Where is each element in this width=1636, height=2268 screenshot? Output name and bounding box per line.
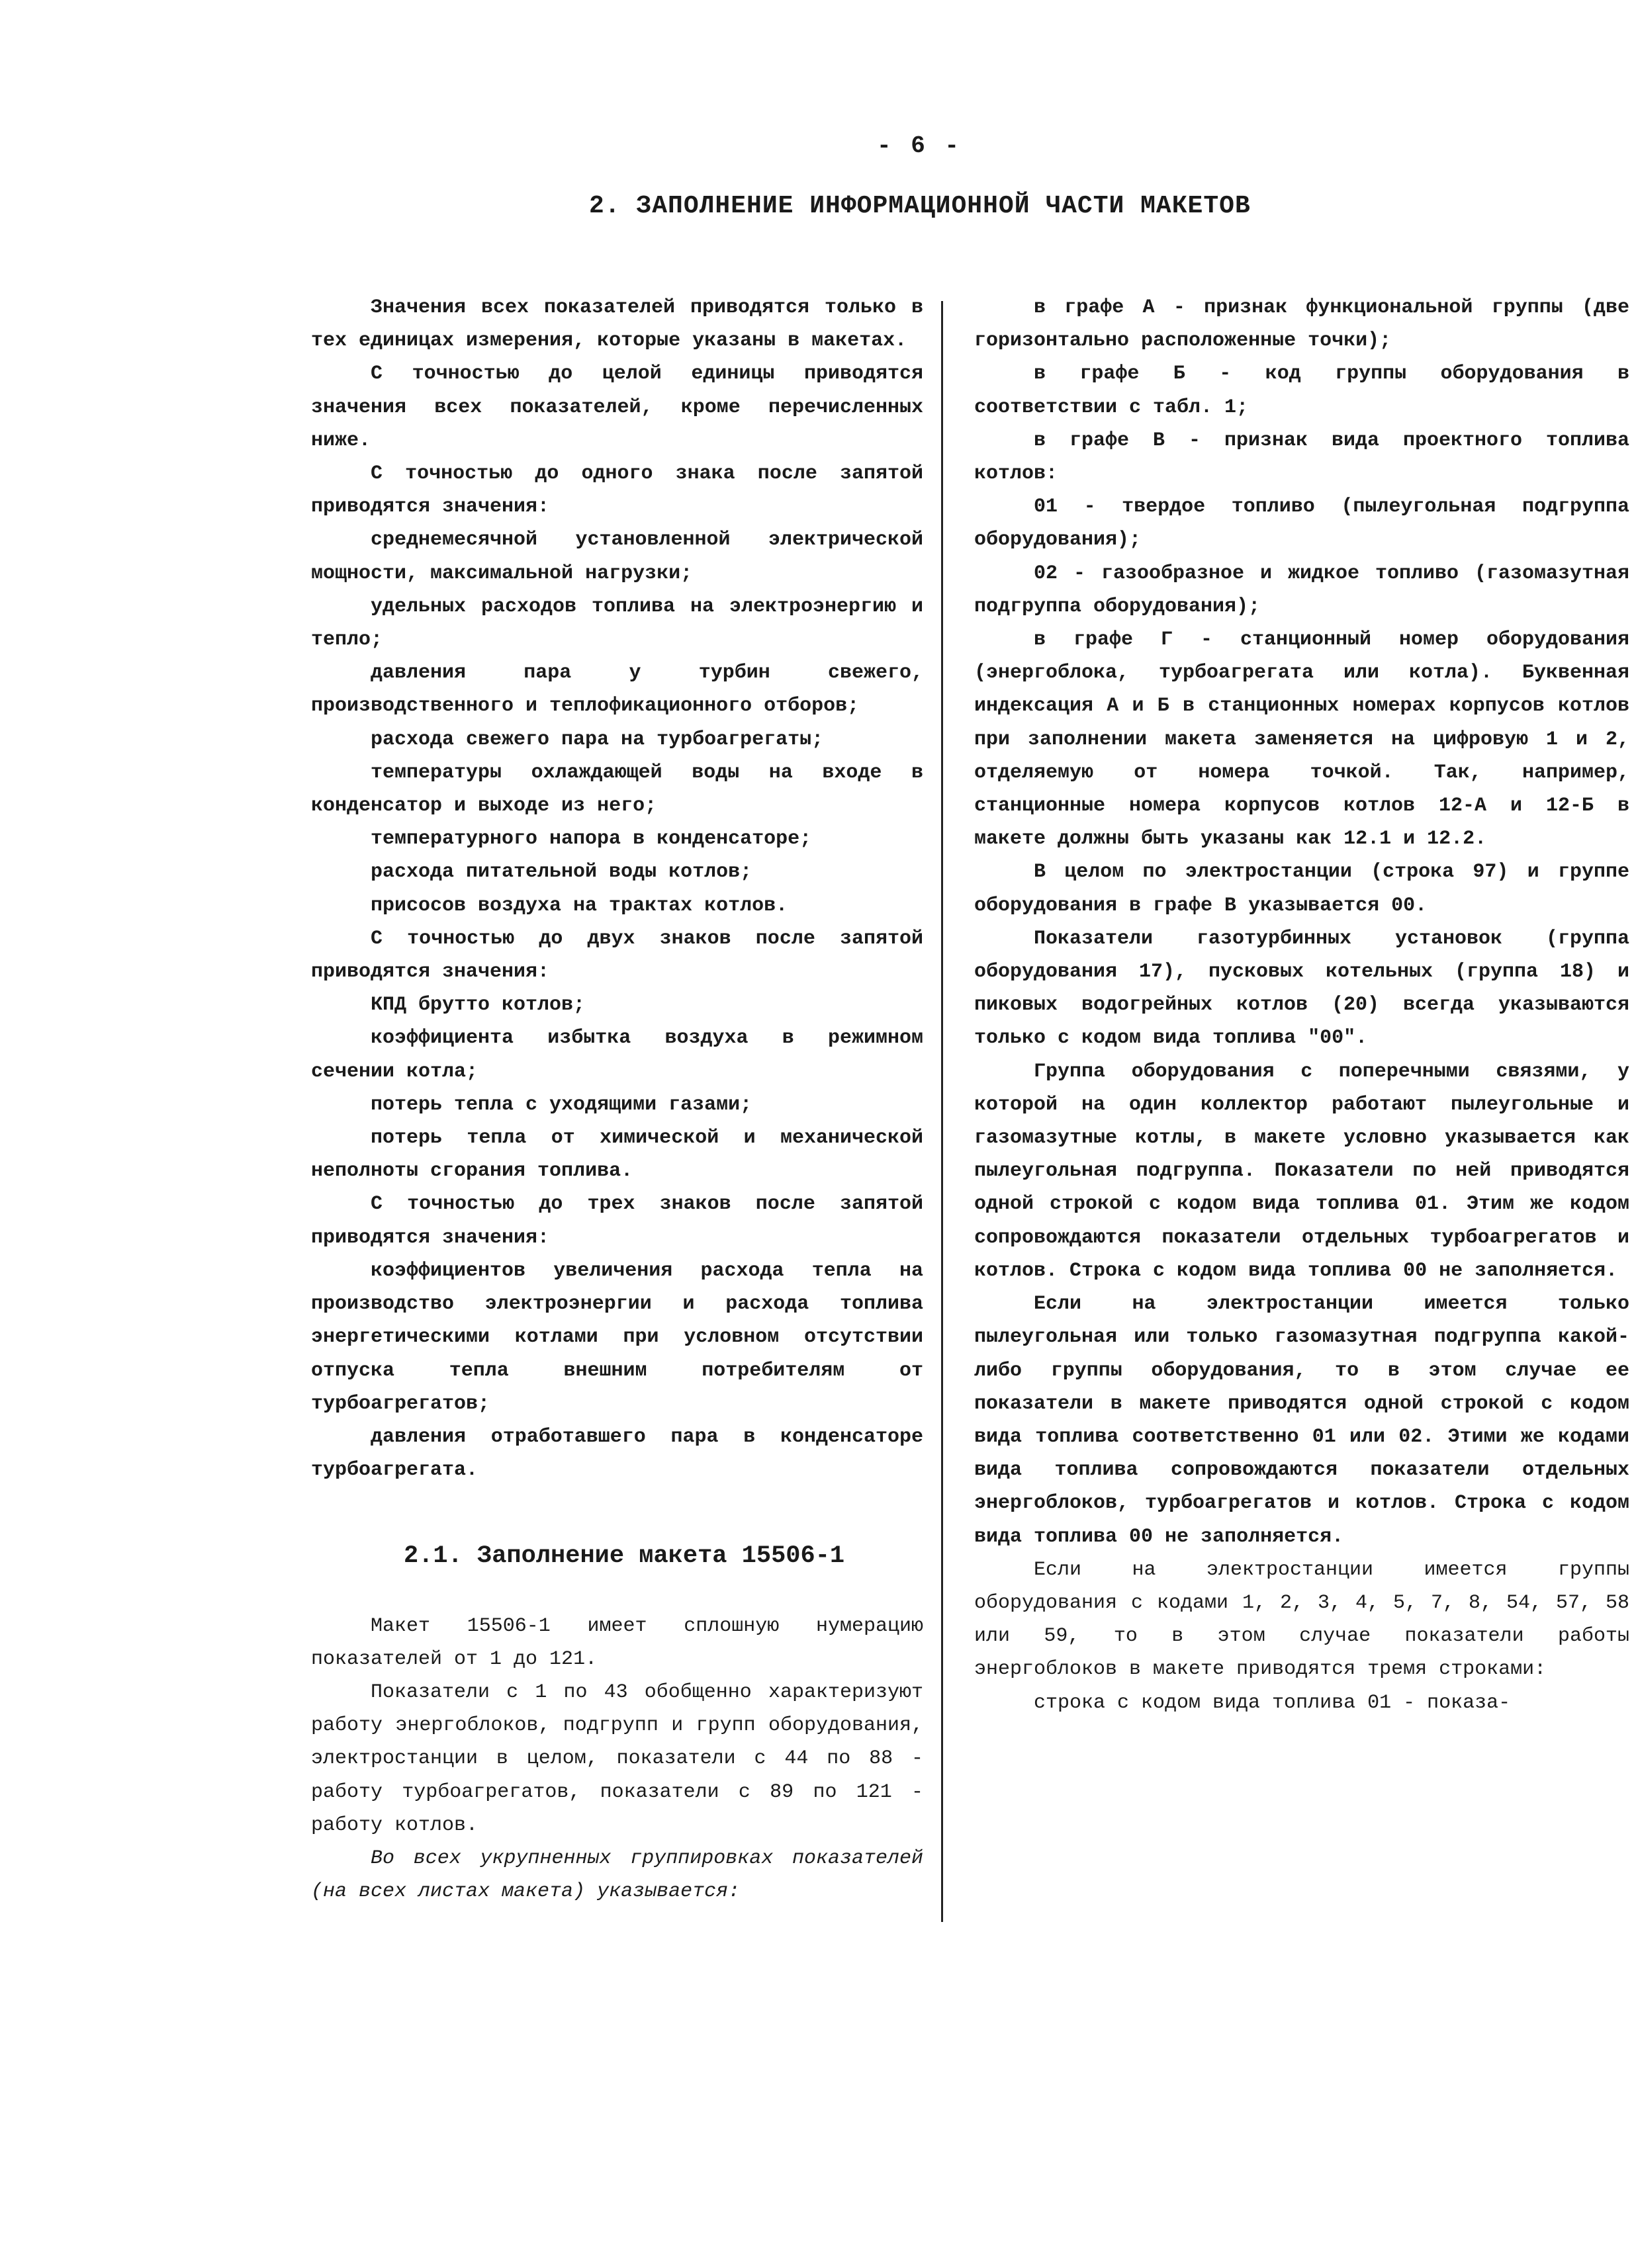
- left-paragraph: удельных расходов топлива на электроэнергию и тепло;: [311, 595, 923, 652]
- left-paragraph: коэффициента избытка воздуха в режимном сечении котла;: [311, 1027, 923, 1083]
- left-paragraph: С точностью до двух знаков после запятой приводятся значения:: [311, 927, 923, 984]
- left-paragraph: потерь тепла с уходящими газами;: [371, 1093, 752, 1116]
- right-paragraph: строка с кодом вида топлива 01 - показа-: [1034, 1691, 1511, 1714]
- right-paragraph: В целом по электростанции (строка 97) и группе оборудования в графе В указывается 00.: [974, 861, 1629, 917]
- left-paragraph: давления отработавшего пара в конденсаторе турбоагрегата.: [311, 1425, 923, 1482]
- right-paragraph: Показатели газотурбинных установок (группа оборудования 17), пусковых котельных (группа 18) и пиковых водогрейных котлов (20) всегда указываются только с кодом вида топлива "00".: [974, 927, 1629, 1050]
- left-paragraph: давления пара у турбин свежего, производственного и теплофикационного отборов;: [311, 662, 923, 718]
- subsection-paragraph: Показатели с 1 по 43 обобщенно характеризуют работу энергоблоков, подгрупп и групп оборудования, электростанции в целом, показатели с 44 по 88 - работу турбоагрегатов, показатели с 89 по 121 - работу котлов.: [311, 1680, 923, 1837]
- left-paragraph: потерь тепла от химической и механической неполноты сгорания топлива.: [311, 1127, 923, 1183]
- left-paragraph: Значения всех показателей приводятся только в тех единицах измерения, которые указаны в макетах.: [311, 296, 923, 353]
- left-paragraph: С точностью до одного знака после запятой приводятся значения:: [311, 462, 923, 519]
- right-column: [974, 291, 1629, 1720]
- left-paragraph: расхода питательной воды котлов;: [371, 861, 752, 884]
- left-paragraph: температурного напора в конденсаторе;: [371, 828, 812, 851]
- right-paragraph: Если на электростанции имеется группы оборудования с кодами 1, 2, 3, 4, 5, 7, 8, 54, 57, 58 или 59, то в этом случае показатели работы энергоблоков в макете приводятся тремя строками:: [974, 1558, 1629, 1681]
- page-number: - 6 -: [877, 132, 962, 159]
- left-paragraph: присосов воздуха на трактах котлов.: [371, 894, 788, 917]
- right-paragraph: в графе А - признак функциональной группы (две горизонтально расположенные точки);: [974, 296, 1629, 353]
- right-paragraph: в графе В - признак вида проектного топлива котлов:: [974, 429, 1629, 486]
- left-paragraph: С точностью до целой единицы приводятся значения всех показателей, кроме перечисленных ниже.: [311, 363, 923, 452]
- subsection-paragraph: Во всех укрупненных группировках показателей (на всех листах макета) указывается:: [311, 1847, 923, 1903]
- right-paragraph: в графе Г - станционный номер оборудования (энергоблока, турбоагрегата или котла). Буквенная индексация А и Б в станционных номерах корпусов котлов при заполнении макета заменяется на цифровую 1 и 2, отделяемую от номера точкой. Так, например, станционные номера корпусов котлов 12-А и 12-Б в макете должны быть указаны как 12.1 и 12.2.: [974, 629, 1629, 851]
- left-paragraph: С точностью до трех знаков после запятой приводятся значения:: [311, 1193, 923, 1249]
- subsection-paragraph: Макет 15506-1 имеет сплошную нумерацию показателей от 1 до 121.: [311, 1614, 923, 1671]
- left-paragraph: коэффициентов увеличения расхода тепла на производство электроэнергии и расхода топлива энергетическими котлами при условном отсутствии отпуска тепла внешним потребителям от турбоагрегатов;: [311, 1259, 923, 1415]
- right-paragraph: в графе Б - код группы оборудования в соответствии с табл. 1;: [974, 363, 1629, 419]
- left-paragraph: среднемесячной установленной электрической мощности, максимальной нагрузки;: [311, 529, 923, 585]
- right-paragraph: Если на электростанции имеется только пылеугольная или только газомазутная подгруппа какой-либо группы оборудования, то в этом случае ее показатели в макете приводятся одной строкой с кодом вида топлива соответственно 01 или 02. Этими же кодами вида топлива сопровождаются показатели отдельных энергоблоков, турбоагрегатов и котлов. Строка с кодом вида топлива 00 не заполняется.: [974, 1293, 1629, 1548]
- left-paragraph: КПД брутто котлов;: [371, 994, 586, 1017]
- section-title: 2. ЗАПОЛНЕНИЕ ИНФОРМАЦИОННОЙ ЧАСТИ МАКЕТОВ: [589, 192, 1251, 220]
- column-divider: [941, 301, 943, 1922]
- left-paragraph: расхода свежего пара на турбоагрегаты;: [371, 728, 824, 751]
- subsection-title: 2.1. Заполнение макета 15506-1: [404, 1542, 845, 1571]
- left-column: [311, 291, 923, 1908]
- right-paragraph: Группа оборудования с поперечными связями, у которой на один коллектор работают пылеугольные и газомазутные котлы, в макете условно указывается как пылеугольная подгруппа. Показатели по ней приводятся одной строкой с кодом вида топлива 01. Этим же кодом сопровождаются показатели отдельных турбоагрегатов и котлов. Строка с кодом вида топлива 00 не заполняется.: [974, 1060, 1629, 1282]
- right-paragraph: 02 - газообразное и жидкое топливо (газомазутная подгруппа оборудования);: [974, 562, 1629, 618]
- right-paragraph: 01 - твердое топливо (пылеугольная подгруппа оборудования);: [974, 496, 1629, 552]
- left-paragraph: температуры охлаждающей воды на входе в конденсатор и выходе из него;: [311, 761, 923, 818]
